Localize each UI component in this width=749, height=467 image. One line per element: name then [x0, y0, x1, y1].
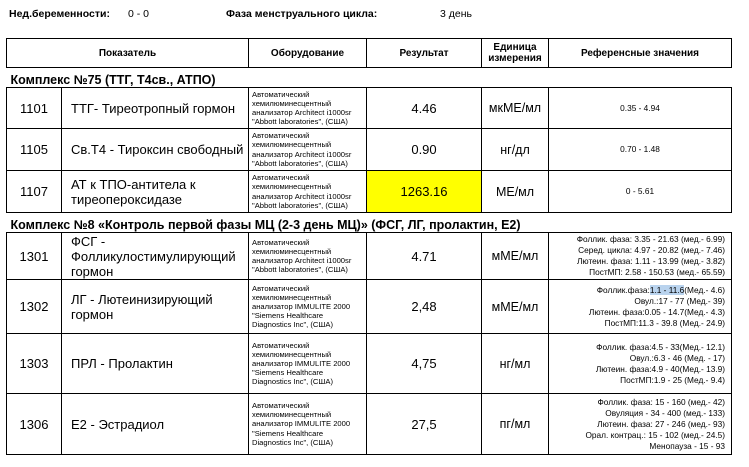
test-reference: Фоллик.фаза:1.1 - 11.6(Мед.- 4.6) Овул.:17 - 77 (Мед.- 39) Лютеин. фаза:0.05 - 14.7(Мед.- 4.3) ПостМП:11.3 - 39.8 (Мед.- 24.9): [549, 280, 732, 334]
selected-text[interactable]: 1.1 - 11.6: [649, 284, 685, 295]
test-equipment: Автоматический хемилюминесцентный анализатор Architect i1000sr "Abbott laboratories", (США): [249, 233, 367, 280]
test-code: 1101: [7, 88, 62, 129]
test-reference: 0.35 - 4.94: [549, 88, 732, 129]
column-header-equipment: Оборудование: [249, 39, 367, 68]
cycle-phase-label: Фаза менструального цикла:: [226, 8, 378, 20]
test-result: 4.71: [367, 233, 482, 280]
test-reference: 0.70 - 1.48: [549, 129, 732, 171]
test-result: 2,48: [367, 280, 482, 334]
table-row: [7, 129, 732, 171]
test-code: 1107: [7, 171, 62, 213]
test-unit: МЕ/мл: [482, 171, 549, 213]
test-name: ПРЛ - Пролактин: [62, 334, 249, 394]
table-row: [7, 280, 732, 334]
test-result: 4.46: [367, 88, 482, 129]
pregnancy-weeks-value: 0 - 0: [128, 8, 150, 20]
test-reference: Фоллик. фаза: 3.35 - 21.63 (мед.- 6.99) Серед. цикла: 4.97 - 20.82 (мед.- 7.46) Лютеин. фаза: 1.11 - 13.99 (мед.- 3.82) ПостМП: 2.58 - 150.53 (мед.- 65.59): [549, 233, 732, 280]
table-header-row: [7, 39, 732, 68]
test-unit: пг/мл: [482, 394, 549, 455]
test-equipment: Автоматический хемилюминесцентный анализатор Architect i1000sr "Abbott laboratories", (США): [249, 129, 367, 171]
test-reference: 0 - 5.61: [549, 171, 732, 213]
test-code: 1301: [7, 233, 62, 280]
test-name: АТ к ТПО-антитела к тиреопероксидазе: [62, 171, 249, 213]
test-code: 1105: [7, 129, 62, 171]
test-result: 4,75: [367, 334, 482, 394]
test-equipment: Автоматический хемилюминесцентный анализатор IMMULITE 2000 "Siemens Healthcare Diagnostics Inc", (США): [249, 334, 367, 394]
test-name: ТТГ- Тиреотропный гормон: [62, 88, 249, 129]
test-unit: мМЕ/мл: [482, 233, 549, 280]
complex-75-title: Комплекс №75 (ТТГ, Т4св., АТПО): [10, 73, 216, 87]
test-result: 27,5: [367, 394, 482, 455]
test-name: ЛГ - Лютеинизирующий гормон: [62, 280, 249, 334]
cycle-phase-value: 3 день: [440, 8, 472, 20]
column-header-unit: Единица измерения: [482, 39, 549, 68]
test-unit: нг/дл: [482, 129, 549, 171]
test-equipment: Автоматический хемилюминесцентный анализатор Architect i1000sr "Abbott laboratories", (США): [249, 88, 367, 129]
test-reference: Фоллик. фаза: 15 - 160 (мед.- 42) Овуляция - 34 - 400 (мед.- 133) Лютеин. фаза: 27 - 246 (мед.- 93) Орал. контрац.: 15 - 102 (мед.- 24.5) Менопауза - 15 - 93: [549, 394, 732, 455]
test-name: Св.Т4 - Тироксин свободный: [62, 129, 249, 171]
table-row: [7, 233, 732, 280]
table-row: [7, 334, 732, 394]
test-equipment: Автоматический хемилюминесцентный анализатор Architect i1000sr "Abbott laboratories", (США): [249, 171, 367, 213]
complex-8-header: [7, 213, 732, 233]
test-result-highlighted: 1263.16: [367, 171, 482, 213]
results-table: [6, 38, 732, 455]
test-code: 1303: [7, 334, 62, 394]
complex-8-title: Комплекс №8 «Контроль первой фазы МЦ (2-3 день МЦ)» (ФСГ, ЛГ, пролактин, Е2): [10, 218, 521, 232]
table-row: [7, 394, 732, 455]
table-row: [7, 88, 732, 129]
test-equipment: Автоматический хемилюминесцентный анализатор IMMULITE 2000 "Siemens Healthcare Diagnostics Inc", (США): [249, 394, 367, 455]
test-result: 0.90: [367, 129, 482, 171]
test-unit: мМЕ/мл: [482, 280, 549, 334]
complex-75-header: [7, 68, 732, 88]
test-equipment: Автоматический хемилюминесцентный анализатор IMMULITE 2000 "Siemens Healthcare Diagnostics Inc", (США): [249, 280, 367, 334]
test-unit: мкМЕ/мл: [482, 88, 549, 129]
test-name: ФСГ - Фолликулостимулирующий гормон: [62, 233, 249, 280]
table-row: [7, 171, 732, 213]
column-header-reference: Референсные значения: [549, 39, 732, 68]
test-code: 1306: [7, 394, 62, 455]
pregnancy-weeks-label: Нед.беременности:: [9, 8, 110, 20]
column-header-indicator: Показатель: [7, 39, 249, 68]
test-code: 1302: [7, 280, 62, 334]
column-header-result: Результат: [367, 39, 482, 68]
test-unit: нг/мл: [482, 334, 549, 394]
test-reference: Фоллик. фаза:4.5 - 33(Мед.- 12.1) Овул.:6.3 - 46 (Мед. - 17) Лютеин. фаза:4.9 - 40(Мед.- 13.9) ПостМП:1.9 - 25 (Мед.- 9.4): [549, 334, 732, 394]
test-name: Е2 - Эстрадиол: [62, 394, 249, 455]
